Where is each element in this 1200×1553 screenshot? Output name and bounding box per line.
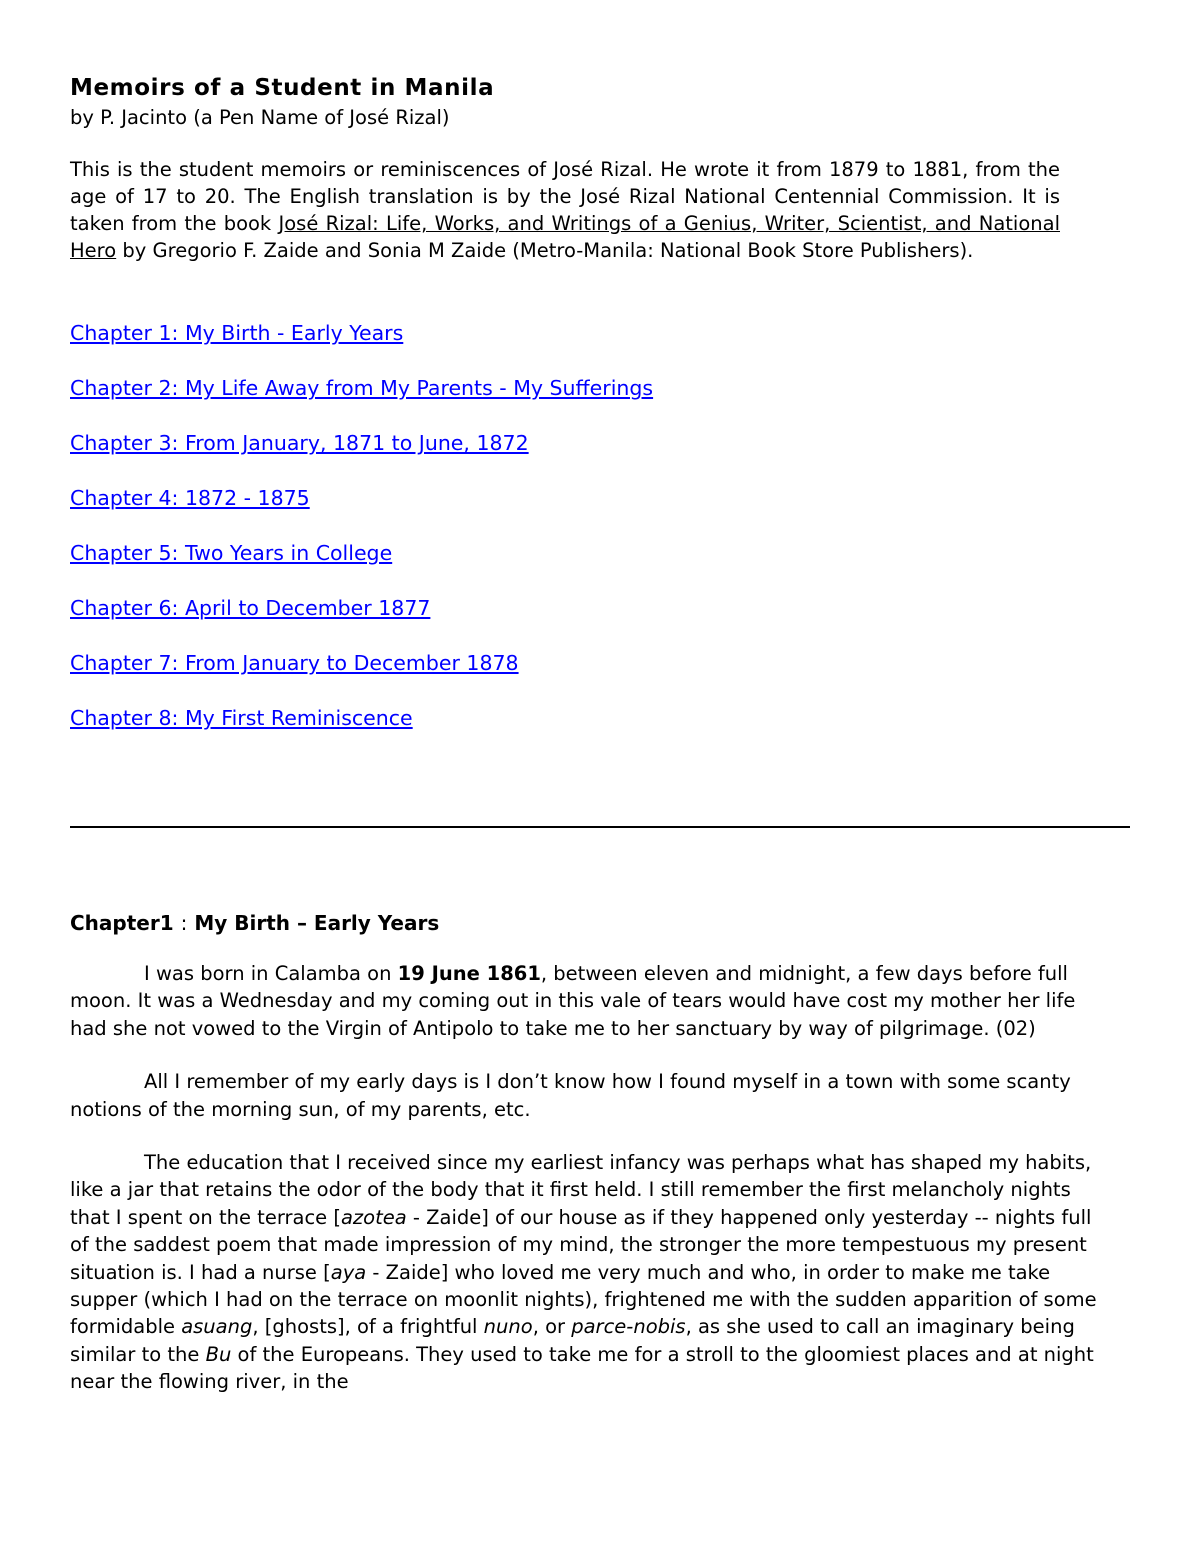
text-run: , between eleven and midnight, a few days before full moon. It was a Wednesday and my coming out in this vale of tears would have cost my mother her life had she not vowed to the Virgin of Antipolo to take me to her sanctuary by way of pilgrimage. (02) [70,962,1076,1040]
text-run: , as she used to call an imaginary being similar to the [70,1315,1075,1366]
chapter-1-section [70,908,1130,1422]
toc-link-chapter-5[interactable]: Chapter 5: Two Years in College [70,541,393,565]
toc-item [70,649,1130,704]
text-run: I was born in Calamba on [144,962,398,985]
intro-paragraph [70,156,1060,264]
term-asuang: asuang [181,1315,253,1339]
intro-text-after: by Gregorio F. Zaide and Sonia M Zaide (Metro-Manila: National Book Store Publishers). [116,239,974,262]
toc-link-chapter-3[interactable]: Chapter 3: From January, 1871 to June, 1872 [70,431,529,455]
byline: by P. Jacinto (a Pen Name of José Rizal) [70,106,450,129]
term-bu: Bu [205,1342,232,1366]
toc-link-chapter-2[interactable]: Chapter 2: My Life Away from My Parents - My Sufferings [70,376,654,400]
table-of-contents [70,319,1130,759]
text-run: of the Europeans. They used to take me for a stroll to the gloomiest places and at night near the flowing river, in the [70,1342,1094,1394]
chapter-1-paragraph-1 [70,960,1110,1042]
text-run: , or [532,1315,572,1339]
toc-item [70,374,1130,429]
term-azotea: azotea [340,1205,407,1229]
text-run: The education that I received since my earliest infancy was perhaps what has shaped my habits, like a jar that retains the odor of the body that it first held. I still remember the first melancholy nights that I spent on the terrace [ [70,1151,1092,1229]
intro-text-before: This is the student memoirs or reminiscences of José Rizal. He wrote it from 1879 to 1881, from the age of 17 to 20. The English translation is by the José Rizal National Centennial Commission. It is taken from the book [70,158,1060,235]
toc-item [70,539,1130,594]
document-page [70,72,1130,775]
toc-item [70,704,1130,759]
chapter-1-heading [70,908,1130,938]
term-nuno: nuno [483,1315,533,1339]
term-aya: aya [330,1260,367,1284]
toc-link-chapter-6[interactable]: Chapter 6: April to December 1877 [70,596,431,620]
chapter-heading-separator: : [180,911,188,935]
document-title: Memoirs of a Student in Manila [70,75,495,101]
term-parce-nobis: parce-nobis [571,1315,686,1339]
text-run: , [ghosts], of a frightful [252,1315,484,1339]
toc-item [70,484,1130,539]
toc-link-chapter-4[interactable]: Chapter 4: 1872 - 1875 [70,486,310,510]
toc-link-chapter-1[interactable]: Chapter 1: My Birth - Early Years [70,321,404,345]
chapter-1-paragraph-2: All I remember of my early days is I don’t know how I found myself in a town with some scanty notions of the morning sun, of my parents, etc. [70,1070,1071,1121]
text-run: - Zaide] who loved me very much and who, in order to make me take supper (which I had on the terrace on moonlit nights), frightened me with the sudden apparition of some formidable [70,1260,1097,1339]
toc-link-chapter-7[interactable]: Chapter 7: From January to December 1878 [70,651,519,675]
chapter-heading-prefix: Chapter1 [70,911,181,935]
horizontal-divider [70,826,1130,828]
toc-item [70,319,1130,374]
toc-link-chapter-8[interactable]: Chapter 8: My First Reminiscence [70,706,413,730]
toc-item [70,594,1130,649]
text-run: - Zaide] of our house as if they happened only yesterday -- nights full of the saddest poem that made impression of my mind, the stronger the more tempestuous my present situation is. I had a nurse [ [70,1205,1092,1284]
chapter-1-paragraph-3 [70,1149,1110,1396]
chapter-heading-title: My Birth – Early Years [187,911,440,935]
toc-item [70,429,1130,484]
book-title: José Rizal: Life, Works, and Writings of a Genius, Writer, Scientist, and National Hero [70,212,1060,262]
birth-date: 19 June 1861 [397,962,541,985]
